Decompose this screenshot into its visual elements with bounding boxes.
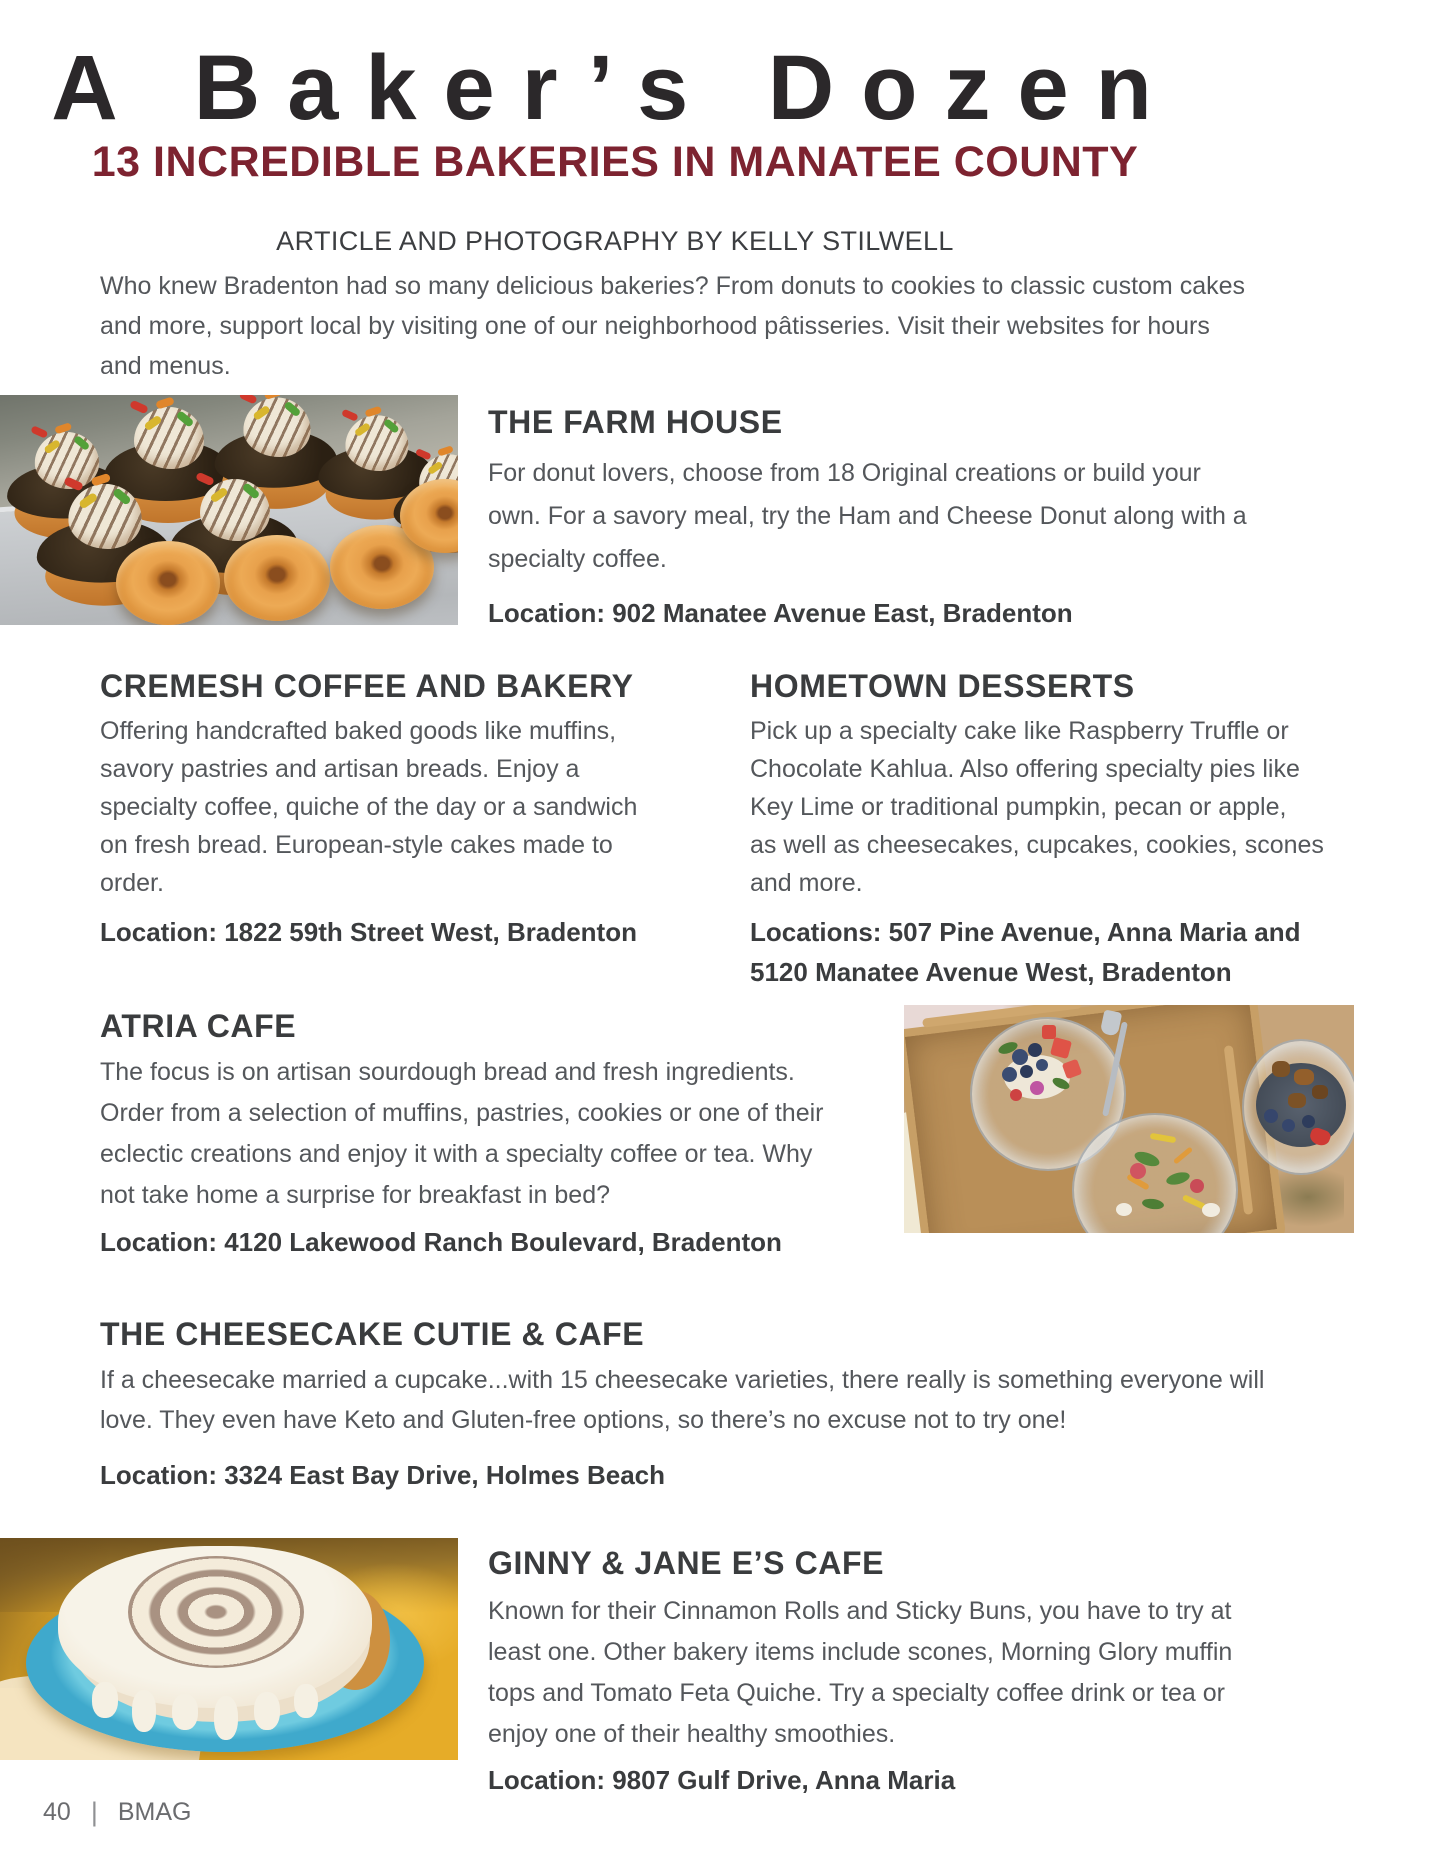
bakery-name: CREMESH COFFEE AND BAKERY (100, 668, 634, 704)
text-line: Who knew Bradenton had so many delicious bakeries? From donuts to cookies to classic custom cakes (100, 272, 1245, 300)
bakery-location (488, 593, 1073, 633)
text-line: own. For a savory meal, try the Ham and Cheese Donut along with a (488, 502, 1247, 530)
text-line: and menus. (100, 352, 231, 380)
text-line: on fresh bread. European-style cakes made to (100, 831, 613, 859)
text-line: 5120 Manatee Avenue West, Bradenton (750, 957, 1232, 987)
text-line: Location: 1822 59th Street West, Bradenton (100, 917, 637, 947)
ginny-jane-photo (0, 1538, 458, 1760)
text-line: love. They even have Keto and Gluten-free options, so there’s no excuse not to try one! (100, 1406, 1067, 1434)
watermelon-chunk (1042, 1025, 1056, 1039)
bakery-description (750, 712, 1324, 902)
text-line: Locations: 507 Pine Avenue, Anna Maria and (750, 917, 1301, 947)
text-line: and more. (750, 869, 863, 897)
text-line: The focus is on artisan sourdough bread and fresh ingredients. (100, 1058, 795, 1086)
blueberry (1020, 1065, 1033, 1078)
text-line: Location: 3324 East Bay Drive, Holmes Beach (100, 1460, 666, 1490)
text-line: Key Lime or traditional pumpkin, pecan or apple, (750, 793, 1287, 821)
bakery-description (100, 1360, 1264, 1440)
glazed-donut (116, 541, 220, 625)
bakery-name: ATRIA CAFE (100, 1008, 297, 1044)
beet-chunk (1130, 1163, 1146, 1179)
icing-drip (92, 1682, 118, 1718)
granola (1312, 1085, 1328, 1099)
bakery-description (100, 712, 637, 902)
dollop (1116, 1203, 1132, 1216)
text-line: savory pastries and artisan breads. Enjoy a (100, 755, 580, 783)
gummy-candy (30, 425, 48, 438)
text-line: Order from a selection of muffins, pastries, cookies or one of their (100, 1099, 824, 1127)
granola (1272, 1061, 1290, 1077)
bakery-name: GINNY & JANE E’S CAFE (488, 1545, 885, 1581)
blueberry (1282, 1119, 1295, 1132)
text-line: Location: 4120 Lakewood Ranch Boulevard, Bradenton (100, 1227, 782, 1257)
text-line: If a cheesecake married a cupcake...with 15 cheesecake varieties, there really is something everyone will (100, 1366, 1265, 1394)
text-line: as well as cheesecakes, cupcakes, cookies, scones (750, 831, 1324, 859)
glazed-donut (224, 535, 330, 621)
text-line: order. (100, 869, 164, 897)
berry (1010, 1089, 1022, 1101)
blueberry (1302, 1115, 1315, 1128)
text-line: Offering handcrafted baked goods like muffins, (100, 717, 617, 745)
text-line: Chocolate Kahlua. Also offering specialty pies like (750, 755, 1300, 783)
text-line: For donut lovers, choose from 18 Original creations or build your (488, 459, 1201, 487)
text-line: enjoy one of their healthy smoothies. (488, 1720, 896, 1748)
gummy-candy (129, 400, 149, 415)
blueberry (1002, 1067, 1017, 1082)
page-subtitle: 13 INCREDIBLE BAKERIES IN MANATEE COUNTY (91, 138, 1139, 186)
byline: ARTICLE AND PHOTOGRAPHY BY KELLY STILWELL (276, 226, 954, 256)
blueberry (1036, 1059, 1048, 1071)
gummy-candy (239, 395, 258, 405)
text-line: eclectic creations and enjoy it with a specialty coffee or tea. Why (100, 1140, 813, 1168)
text-line: not take home a surprise for breakfast in bed? (100, 1181, 611, 1209)
granola (1288, 1093, 1306, 1108)
footer-divider: | (90, 1797, 98, 1827)
text-line: Known for their Cinnamon Rolls and Sticky Buns, you have to try at (488, 1597, 1232, 1625)
blueberry (1264, 1109, 1278, 1123)
atria-cafe-photo (904, 1005, 1354, 1233)
page-footer (43, 1797, 191, 1828)
farm-house-photo (0, 395, 458, 625)
icing-drip (254, 1692, 280, 1730)
icing-drip (172, 1694, 198, 1730)
icing-drip (294, 1684, 318, 1718)
page-number: 40 (43, 1798, 71, 1826)
blueberry (1012, 1049, 1028, 1065)
bakery-location (100, 1455, 665, 1495)
intro-paragraph (100, 266, 1245, 386)
bakery-location (750, 912, 1300, 992)
beet-chunk (1190, 1179, 1204, 1193)
page-title: A Baker’s Dozen (51, 37, 1179, 139)
text-line: specialty coffee, quiche of the day or a sandwich (100, 793, 638, 821)
bakery-description (488, 1591, 1232, 1755)
text-line: and more, support local by visiting one of our neighborhood pâtisseries. Visit their websites for hours (100, 312, 1210, 340)
text-line: tops and Tomato Feta Quiche. Try a specialty coffee drink or tea or (488, 1679, 1225, 1707)
magazine-name: BMAG (117, 1798, 192, 1826)
bakery-name: THE CHEESECAKE CUTIE & CAFE (100, 1316, 645, 1352)
granola (1294, 1069, 1314, 1085)
icing-drip (132, 1690, 156, 1732)
edible-flower (1030, 1081, 1044, 1095)
dollop (1202, 1203, 1220, 1217)
bakery-description (100, 1052, 823, 1216)
whipped-cream (134, 407, 204, 469)
whipped-cream (243, 397, 310, 457)
bakery-location (100, 912, 637, 952)
text-line: Pick up a specialty cake like Raspberry Truffle or (750, 717, 1289, 745)
bakery-location (488, 1760, 955, 1800)
text-line: Location: 902 Manatee Avenue East, Bradenton (488, 598, 1073, 628)
bakery-description (488, 452, 1247, 581)
bakery-name: THE FARM HOUSE (488, 404, 783, 440)
text-line: Location: 9807 Gulf Drive, Anna Maria (488, 1765, 956, 1795)
blueberry (1028, 1043, 1042, 1057)
bakery-name: HOMETOWN DESSERTS (750, 668, 1135, 704)
text-line: least one. Other bakery items include scones, Morning Glory muffin (488, 1638, 1233, 1666)
icing-drip (214, 1696, 238, 1740)
whipped-cream (200, 479, 270, 541)
bakery-location (100, 1222, 782, 1262)
whipped-cream (68, 484, 141, 549)
cinnamon-swirl (128, 1556, 304, 1668)
gummy-candy (341, 409, 359, 422)
text-line: specialty coffee. (488, 545, 667, 573)
